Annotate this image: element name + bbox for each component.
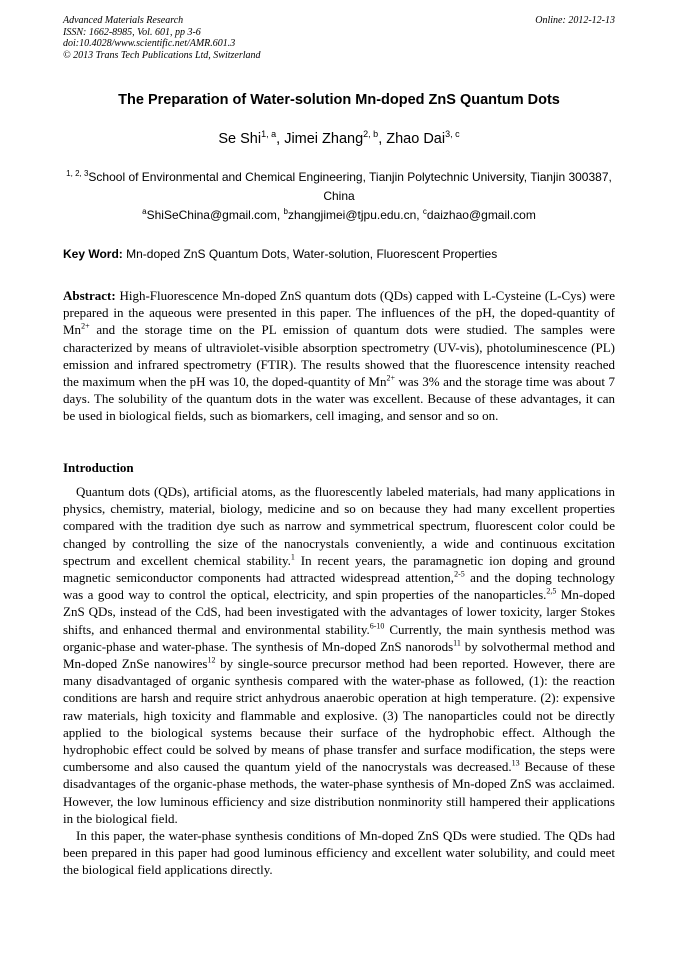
abstract-sup: 2+ [81,322,90,332]
journal-header [63,15,615,61]
introduction-body [63,483,615,879]
introduction-text: In recent years, the paramagnetic ion doping and ground magnetic semiconductor components had attracted widespread attention, [63,552,615,586]
introduction-text: Quantum dots (QDs), artificial atoms, as the fluorescently labeled materials, had many applications in physics, chemistry, material, biology, medicine and so on because they had many excellent properties compared with the tradition dye such as narrow and symmetrical spectrum, fluorescent color could be changed by controlling the size of the nanocrystals conveniently, a wide and continuous excitation spectrum and excellent chemical stability. [63,484,615,568]
keywords-label: Key Word: [63,247,123,261]
email-address: ShiSeChina@gmail.com [146,208,277,222]
affiliation-sup: 1, 2, 3 [66,169,89,178]
affiliation-text: School of Environmental and Chemical Engineering, Tianjin Polytechnic University, Tianjin 300387, China [88,170,612,203]
keywords-text: Mn-doped ZnS Quantum Dots, Water-solution, Fluorescent Properties [126,247,498,261]
introduction-paragraph [63,483,615,827]
author-name: Se Shi [218,130,262,147]
citation-ref: 2-5 [454,569,465,579]
abstract-text: and the storage time on the PL emission of quantum dots were studied. The samples were characterized by means of ultraviolet-visible absorption spectrometry (UV-vis), photoluminescence (PL) emission and infrared spectrometry (FTIR). The results showed that the fluorescence intensity reached the maximum when the pH was 10, the doped-quantity of Mn [63,322,615,390]
journal-copyright: © 2013 Trans Tech Publications Ltd, Switzerland [63,49,261,61]
abstract-text: was 3% and the storage time was about 7 days. The solubility of the quantum dots in the water was excellent. Because of these advantages, it can be used in biological fields, such as biomarkers, cell imaging, and sensor and so on. [63,374,615,424]
introduction-text: by single-source precursor method had been reported. However, there are many disadvantaged of organic synthesis compared with the water-phase as followed, (1): the reaction conditions are harsh and require strict anhydrous anaerobic operation at high temperature. (2): expensive raw materials, high toxicity and flammable and explosive. (3) The nanoparticles could not be directly applied to the biological systems because their surface of the hydrophobic effect. Although the hydrophobic effect could be solved by means of phase transfer and surface modification, the steps were cumbersome and also caused the quantum yield of the nanocrystals was decreased. [63,656,615,775]
introduction-text: and the doping technology was a good way to control the optical, electricity, and spin properties of the nanoparticles. [63,570,615,603]
introduction-text: Because of these disadvantages of the organic-phase methods, the water-phase synthesis of Mn-doped ZnS was acclaimed. However, the low luminous efficiency and size distribution nonminority still hampered their applications in the biological field. [63,759,615,826]
email-address: zhangjimei@tjpu.edu.cn [287,208,417,222]
paper-title: The Preparation of Water-solution Mn-doped ZnS Quantum Dots [118,92,560,108]
abstract-label: Abstract: [63,288,116,303]
email-sup: c [422,207,427,216]
citation-ref: 12 [207,655,216,665]
section-heading-introduction: Introduction [63,460,134,475]
email-list: $^a$ShiSeChina@gmail.com, $^b$zhangjimei@tjpu.edu.cn, $^c$daizhao@gmail.com [142,207,536,222]
email-sup: a [142,207,147,216]
introduction-paragraph: In this paper, the water-phase synthesis conditions of Mn-doped ZnS QDs were studied. The QDs had been prepared in this paper had good luminous efficiency and excellent water solubility, and could meet the biological field applications directly. [63,828,615,878]
citation-ref: 1 [290,552,295,562]
journal-doi: doi:10.4028/www.scientific.net/AMR.601.3 [63,38,236,49]
author-name: Zhao Dai [386,130,446,147]
author-sup: 1, a [261,129,277,139]
citation-ref: 13 [511,758,520,768]
online-date: Online: 2012-12-13 [535,15,615,26]
affiliation [63,164,615,206]
introduction-text: by solvothermal method and Mn-doped ZnSe nanowires [63,638,615,672]
author-sup: 2, b [363,129,379,139]
journal-issn: ISSN: 1662-8985, Vol. 601, pp 3-6 [63,26,201,38]
keywords [63,247,615,261]
email-sup: b [283,207,288,216]
author-list: Se Shi$^{1, a}$, Jimei Zhang$^{2, b}$, Zhao Dai$^{3, c}$ [218,129,460,147]
introduction-text: Mn-doped ZnS QDs, instead of the CdS, had been investigated with the advantages of lower toxicity, larger Stokes shifts, and enhanced thermal and environmental stability. [63,587,615,637]
abstract-text: High-Fluorescence Mn-doped ZnS quantum dots (QDs) capped with L-Cysteine (L-Cys) were prepared in the aqueous were presented in this paper. The influences of the pH, the doped-quantity of Mn [63,288,616,338]
author-sup: 3, c [445,129,460,139]
citation-ref: 6-10 [369,621,385,631]
abstract [63,287,615,425]
email-address: daizhao@gmail.com [426,208,536,222]
author-name: Jimei Zhang [284,130,364,147]
citation-ref: 2,5 [546,586,557,596]
abstract-sup: 2+ [386,373,396,383]
journal-name: Advanced Materials Research [63,15,184,26]
citation-ref: 11 [453,638,461,648]
introduction-text: Currently, the main synthesis method was organic-phase and water-phase. The synthesis of Mn-doped ZnS nanorods [63,621,615,654]
